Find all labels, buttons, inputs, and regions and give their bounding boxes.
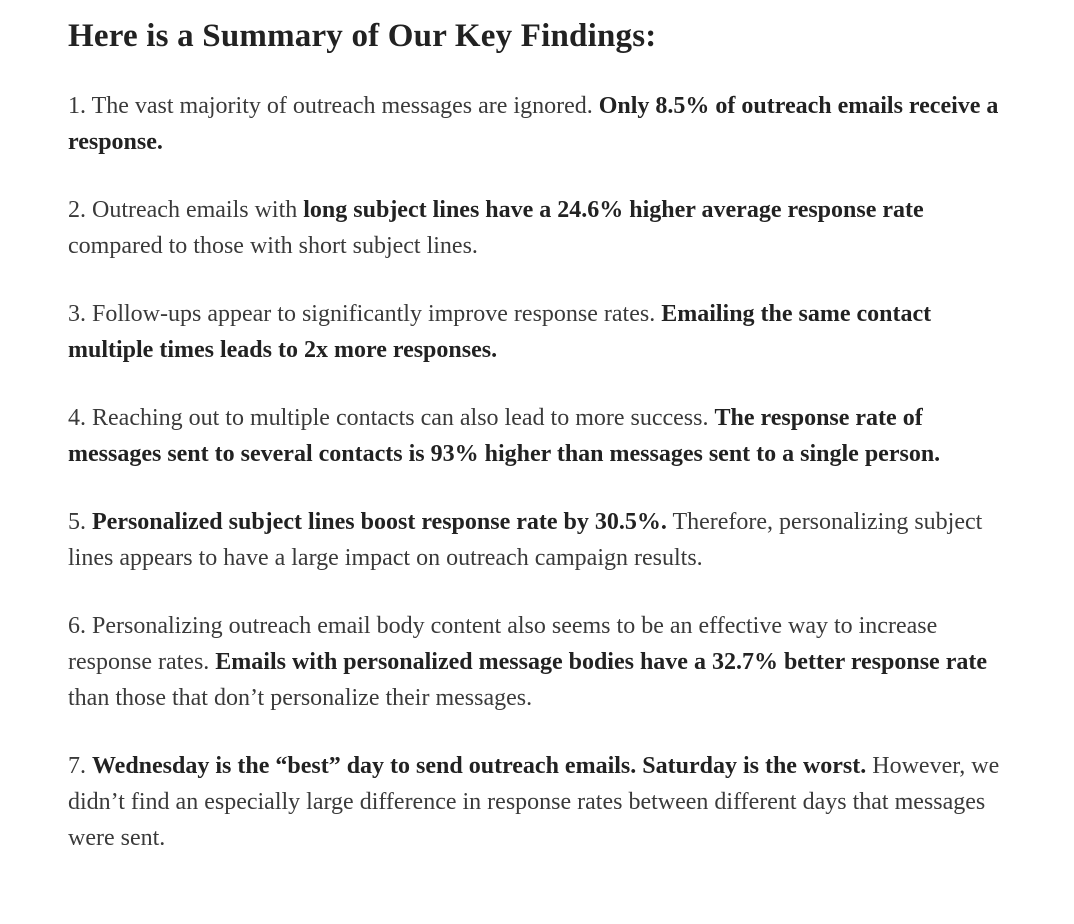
finding-highlight: The response rate of messages sent to several contacts is 93% higher than messages sent to a single person. — [68, 405, 941, 467]
finding-text: However, we didn’t find an especially large difference in response rates between different days that messages were sent. — [68, 753, 1000, 851]
finding-text: Personalizing outreach email body content also seems to be an effective way to increase response rates. — [68, 613, 938, 675]
finding-number: 6. — [68, 613, 86, 639]
findings-list — [68, 88, 1014, 856]
finding-item — [68, 400, 1014, 472]
finding-text: Reaching out to multiple contacts can also lead to more success. — [86, 405, 715, 431]
finding-number: 2. — [68, 197, 86, 223]
finding-number: 7. — [68, 753, 86, 779]
finding-text: The vast majority of outreach messages are ignored. — [86, 93, 599, 119]
finding-text: Therefore, personalizing subject lines appears to have a large impact on outreach campaign results. — [68, 509, 983, 571]
finding-item — [68, 296, 1014, 368]
page-title: Here is a Summary of Our Key Findings: — [68, 18, 657, 54]
finding-number: 3. — [68, 301, 86, 327]
finding-text: than those that don’t personalize their messages. — [68, 685, 533, 711]
finding-text: Outreach emails with — [86, 197, 304, 223]
finding-highlight: Wednesday is the “best” day to send outreach emails. Saturday is the worst. — [92, 753, 867, 779]
finding-number: 5. — [68, 509, 86, 535]
finding-highlight: Only 8.5% of outreach emails receive a response. — [68, 93, 999, 155]
finding-item — [68, 192, 1014, 264]
finding-number: 4. — [68, 405, 86, 431]
finding-item — [68, 88, 1014, 160]
finding-item — [68, 748, 1014, 856]
finding-highlight: Personalized subject lines boost response rate by 30.5%. — [92, 509, 667, 535]
finding-item — [68, 608, 1014, 716]
finding-highlight: Emails with personalized message bodies have a 32.7% better response rate — [215, 649, 988, 675]
finding-highlight: long subject lines have a 24.6% higher average response rate — [303, 197, 924, 223]
finding-text: Follow-ups appear to significantly improve response rates. — [86, 301, 662, 327]
finding-number: 1. — [68, 93, 86, 119]
finding-highlight: Emailing the same contact multiple times leads to 2x more responses. — [68, 301, 932, 363]
finding-text: compared to those with short subject lines. — [68, 233, 478, 259]
finding-item — [68, 504, 1014, 576]
